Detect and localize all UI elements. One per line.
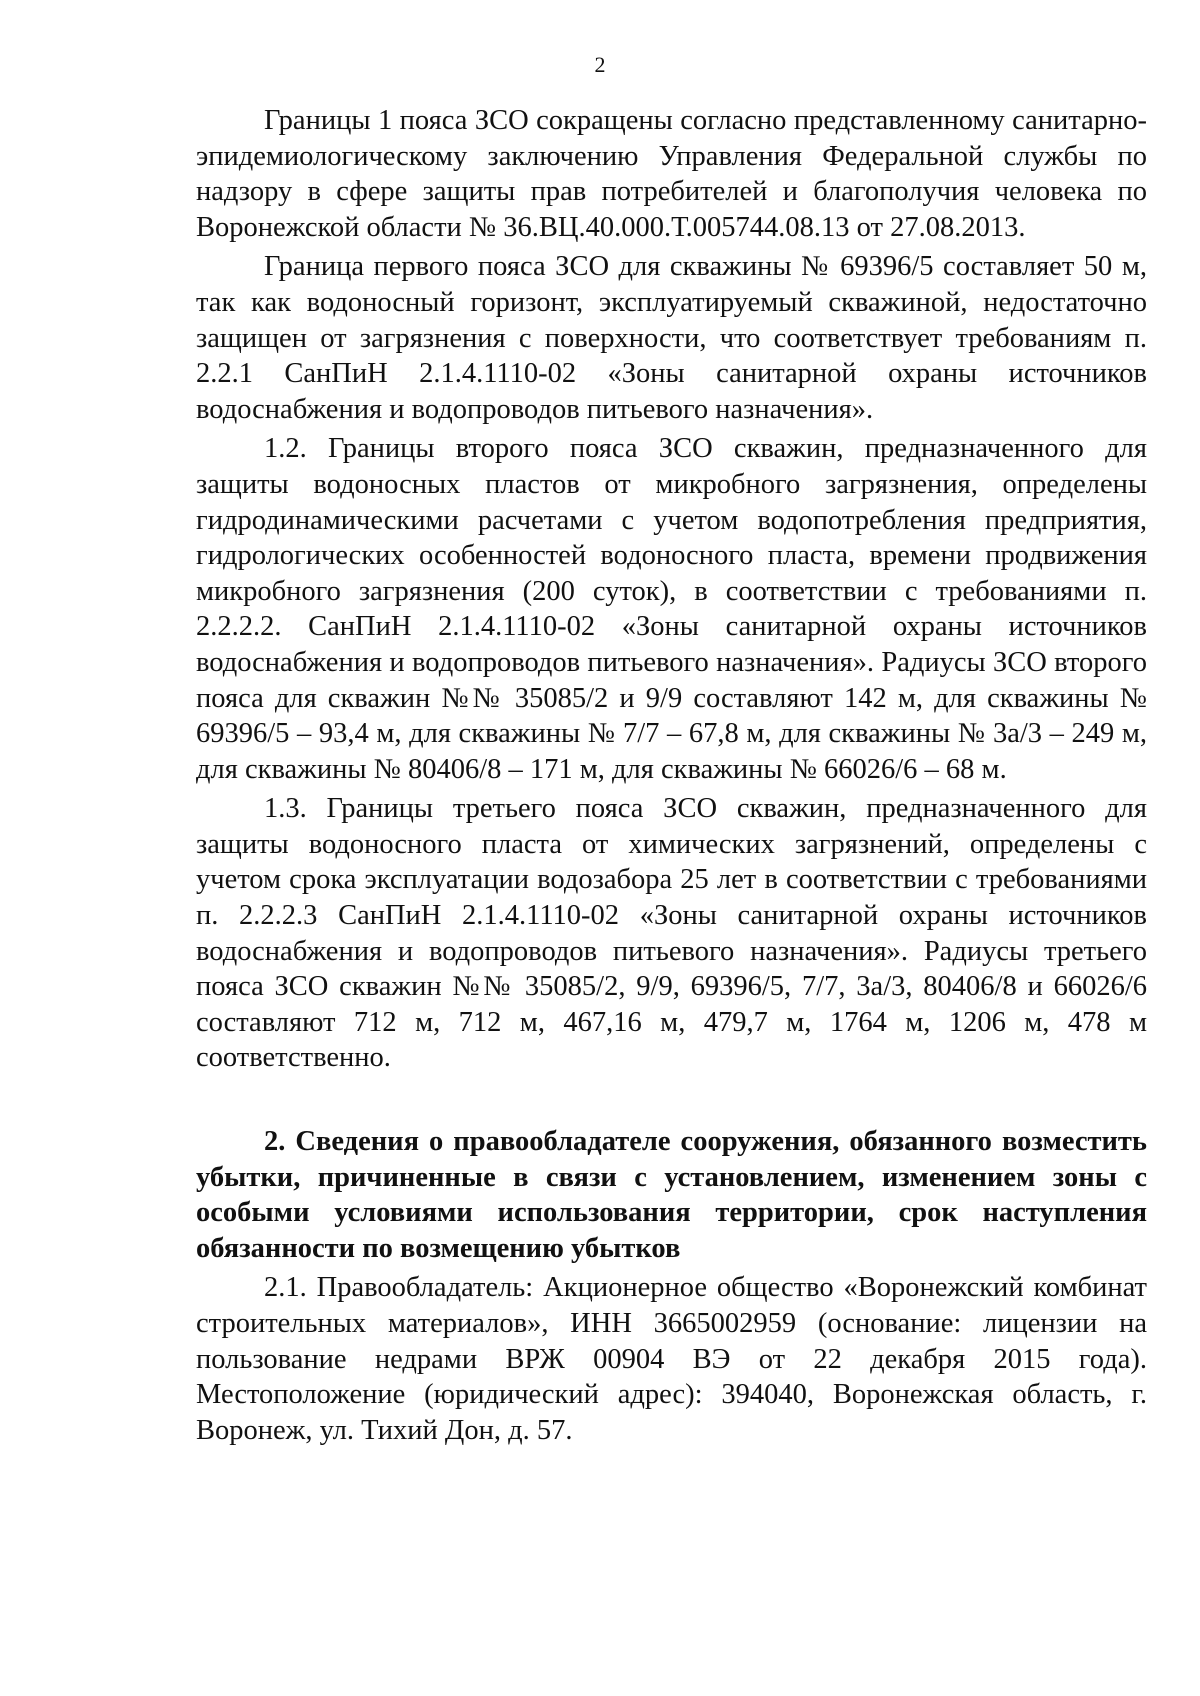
paragraph-zone1-reduction: Границы 1 пояса ЗСО сокращены согласно представленному санитарно-эпидемиологическому заключению Управления Федеральной службы по надзору в сфере защиты прав потребителей и благополучия человека по Воронежской области № 36.ВЦ.40.000.Т.005744.08.13 от 27.08.2013. [196,105,1147,243]
paragraph-zone3-boundaries: 1.3. Границы третьего пояса ЗСО скважин, предназначенного для защиты водоносного пласта от химических загрязнений, определены с учетом срока эксплуатации водозабора 25 лет в соответствии с требованиями п. 2.2.2.3 СанПиН 2.1.4.1110-02 «Зоны санитарной охраны источников водоснабжения и водопроводов питьевого назначения». Радиусы третьего пояса ЗСО скважин №№ 35085/2, 9/9, 69396/5, 7/7, 3а/3, 80406/8 и 66026/6 составляют 712 м, 712 м, 467,16 м, 479,7 м, 1764 м, 1206 м, 478 м соответственно. [196,793,1147,1074]
paragraph-zone1-boundary: Граница первого пояса ЗСО для скважины № 69396/5 составляет 50 м, так как водоносный горизонт, эксплуатируемый скважиной, недостаточно защищен от загрязнения с поверхности, что соответствует требованиям п. 2.2.1 СанПиН 2.1.4.1110-02 «Зоны санитарной охраны источников водоснабжения и водопроводов питьевого назначения». [196,251,1147,425]
document-body [196,103,1147,1448]
paragraph-zone2-boundaries: 1.2. Границы второго пояса ЗСО скважин, предназначенного для защиты водоносных пластов от микробного загрязнения, определены гидродинамическими расчетами с учетом водопотребления предприятия, гидрологических особенностей водоносного пласта, времени продвижения микробного загрязнения (200 суток), в соответствии с требованиями п. 2.2.2.2. СанПиН 2.1.4.1110-02 «Зоны санитарной охраны источников водоснабжения и водопроводов питьевого назначения». Радиусы ЗСО второго пояса для скважин №№ 35085/2 и 9/9 составляют 142 м, для скважины № 69396/5 – 93,4 м, для скважины № 7/7 – 67,8 м, для скважины № 3а/3 – 249 м, для скважины № 80406/8 – 171 м, для скважины № 66026/6 – 68 м. [196,433,1147,785]
section-2-heading: 2. Сведения о правообладателе сооружения, обязанного возместить убытки, причиненные в связи с установлением, изменением зоны с особыми условиями использования территории, срок наступления обязанности по возмещению убытков [196,1126,1147,1264]
page-number: 2 [594,52,606,77]
paragraph-rights-holder: 2.1. Правообладатель: Акционерное общество «Воронежский комбинат строительных материалов», ИНН 3665002959 (основание: лицензии на пользование недрами ВРЖ 00904 ВЭ от 22 декабря 2015 года). Местоположение (юридический адрес): 394040, Воронежская область, г. Воронеж, ул. Тихий Дон, д. 57. [196,1272,1147,1446]
